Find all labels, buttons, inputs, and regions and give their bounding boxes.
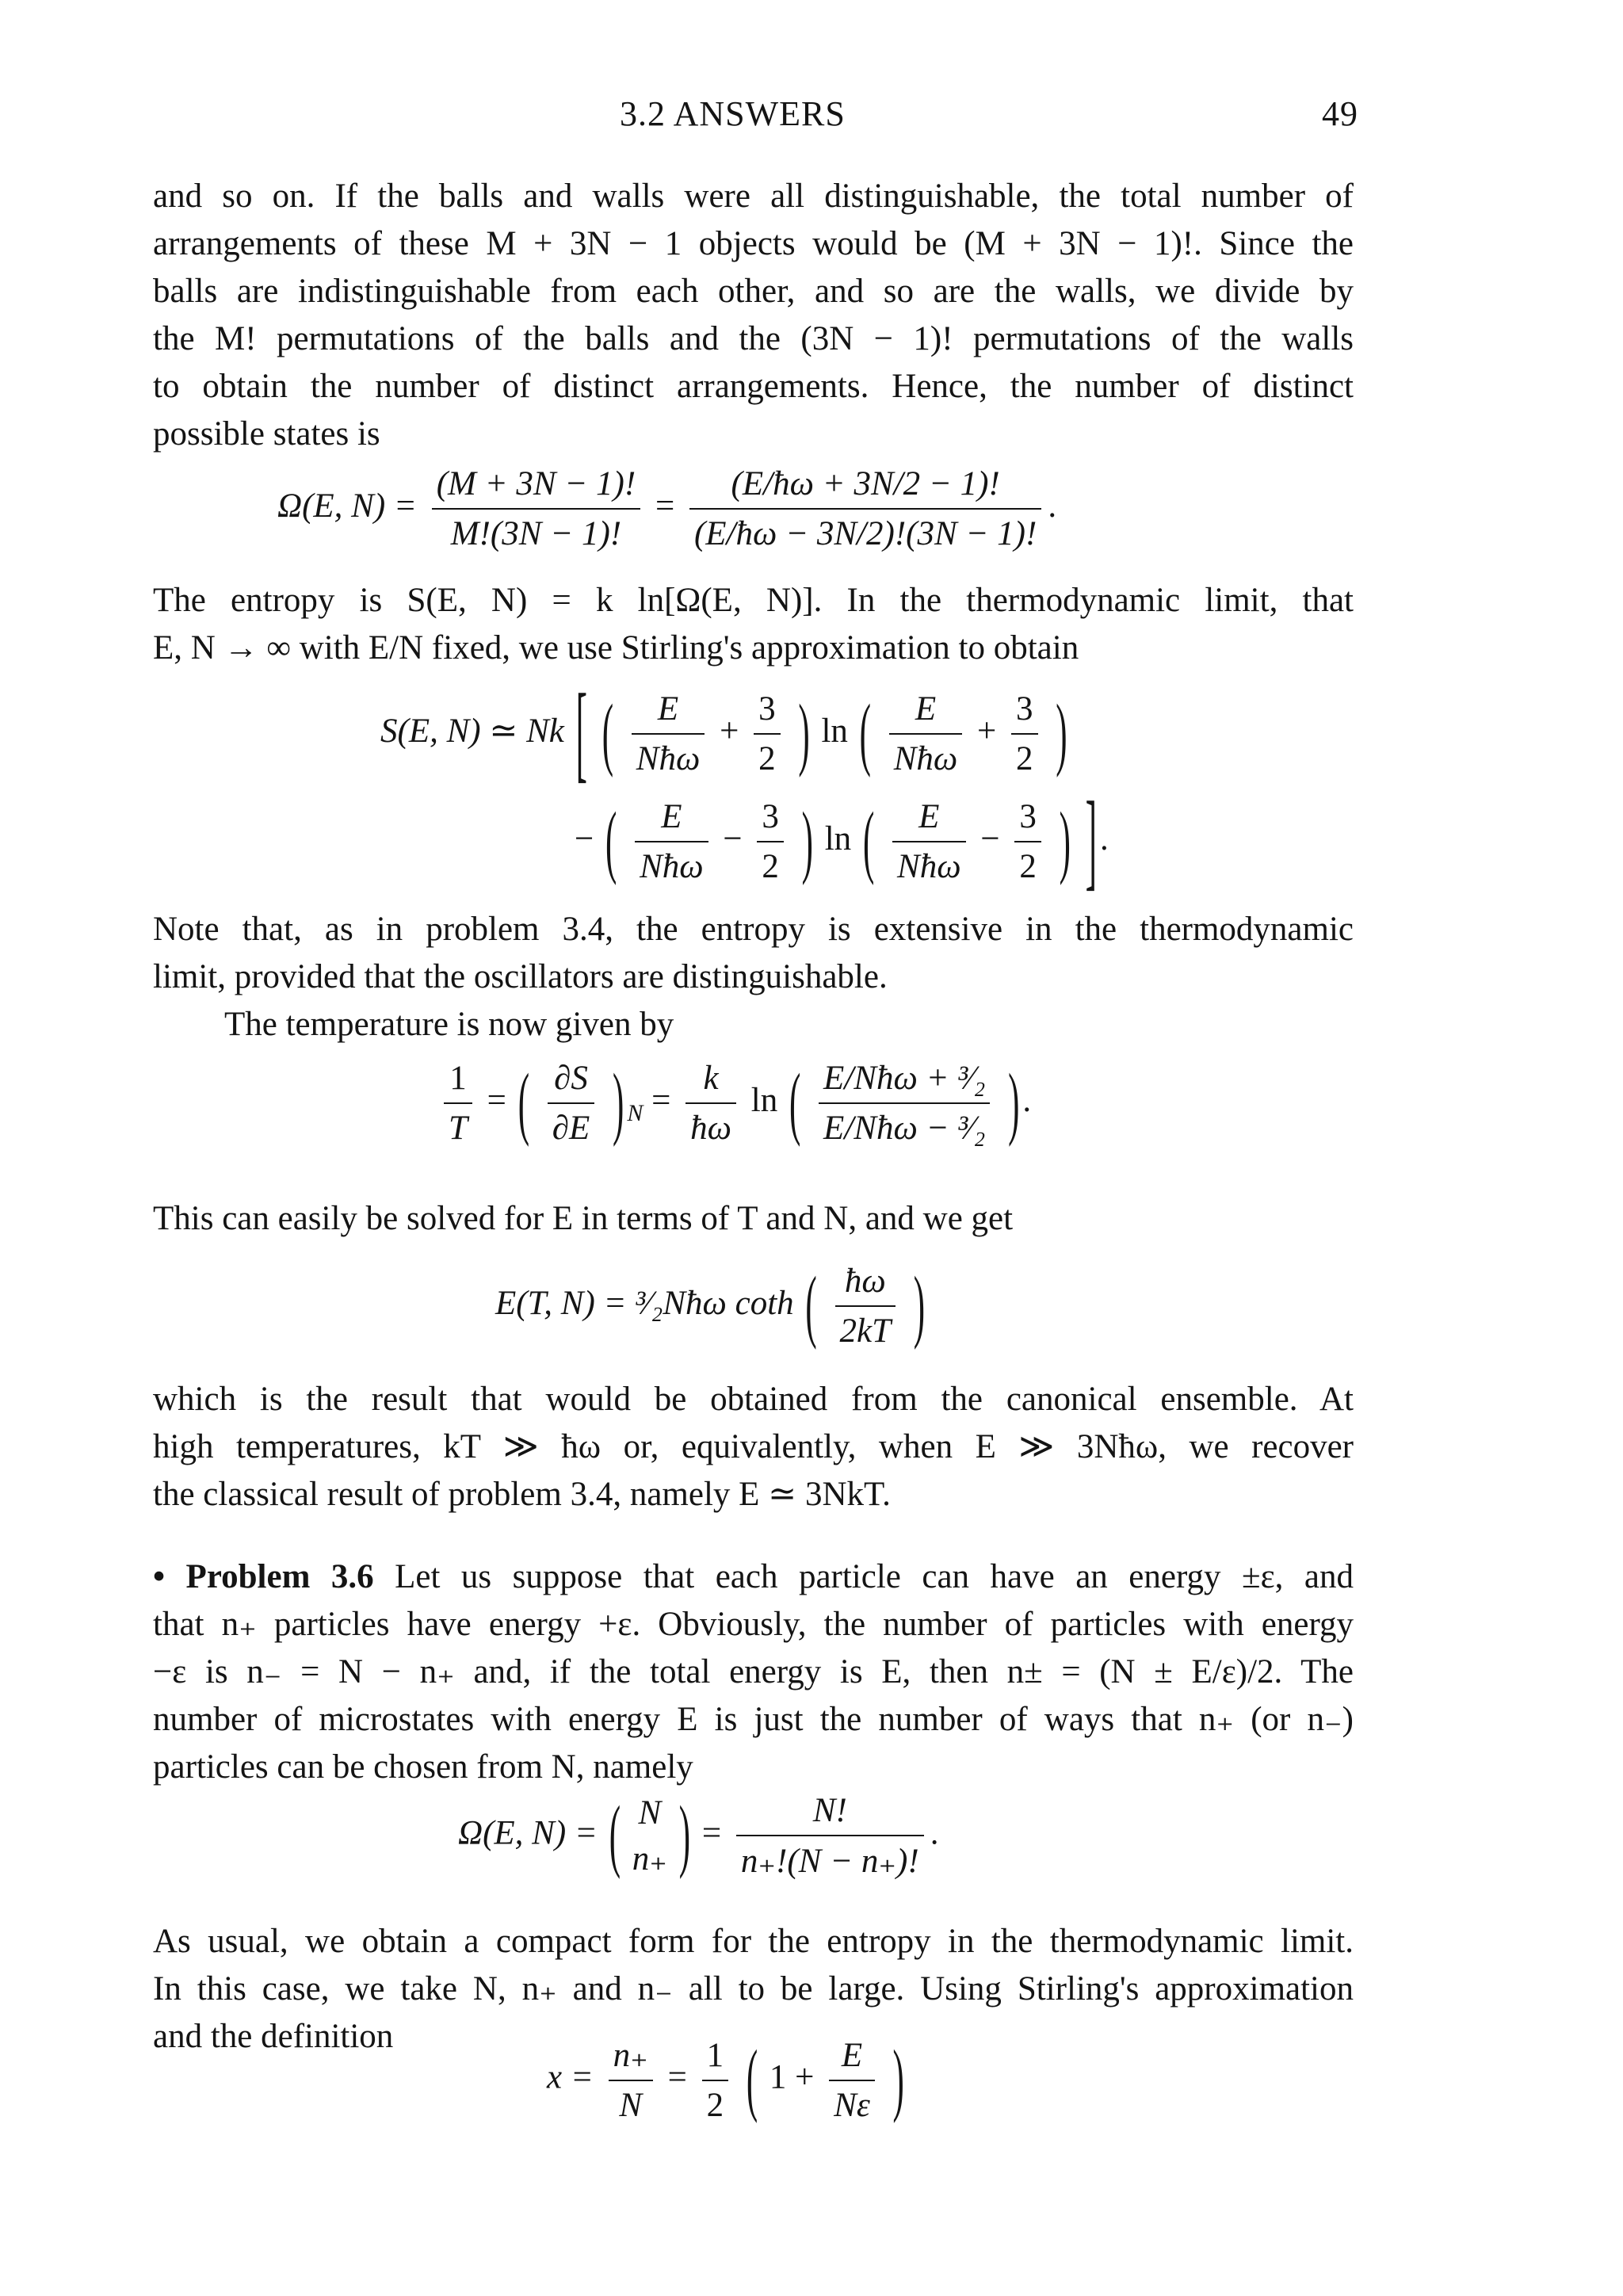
left-paren: ( bbox=[601, 689, 614, 779]
denominator: (E/ħω − 3N/2)!(3N − 1)! bbox=[693, 515, 1037, 552]
numerator: 3 bbox=[1011, 690, 1038, 735]
fraction bbox=[635, 797, 708, 886]
period: . bbox=[1022, 1081, 1032, 1119]
left-paren: ( bbox=[746, 2035, 758, 2125]
paragraph-2 bbox=[153, 577, 1354, 672]
equals-sign: = bbox=[487, 1081, 506, 1119]
numerator: 3 bbox=[754, 690, 781, 735]
text-line: to obtain the number of distinct arrangements. Hence, the number of distinct bbox=[153, 368, 1354, 405]
fraction bbox=[689, 464, 1041, 553]
equation-temperature bbox=[437, 1059, 1031, 1148]
equation-omega bbox=[277, 464, 1056, 553]
numerator: (M + 3N − 1)! bbox=[432, 464, 641, 510]
fraction bbox=[889, 690, 963, 778]
denominator: T bbox=[449, 1110, 468, 1147]
equation-entropy-line-1 bbox=[380, 674, 1071, 794]
numerator: E bbox=[892, 797, 966, 842]
text-line: The temperature is now given by bbox=[224, 1006, 674, 1043]
left-bracket: [ bbox=[575, 674, 587, 794]
numerator: 3 bbox=[757, 797, 784, 842]
numerator: E bbox=[829, 2036, 875, 2081]
denominator: Nħω bbox=[640, 848, 704, 885]
binomial-top: N bbox=[638, 1794, 662, 1832]
plus-sign: + bbox=[720, 712, 739, 750]
text-line: E, N → ∞ with E/N fixed, we use Stirling's approximation to obtain bbox=[153, 629, 1079, 667]
denominator: 2 bbox=[1019, 848, 1037, 885]
right-paren: ) bbox=[801, 797, 813, 887]
fraction bbox=[829, 2036, 875, 2125]
text-line: As usual, we obtain a compact form for the entropy in the thermodynamic limit. bbox=[153, 1923, 1354, 1960]
paragraph-7 bbox=[153, 1553, 1354, 1791]
fraction bbox=[702, 2036, 729, 2125]
paragraph-5 bbox=[153, 1195, 1354, 1243]
one-plus: 1 + bbox=[769, 2058, 815, 2096]
text-line: which is the result that would be obtained from the canonical ensemble. At bbox=[153, 1381, 1354, 1418]
right-paren: ) bbox=[913, 1261, 926, 1351]
text-line: The entropy is S(E, N) = k ln[Ω(E, N)]. In the thermodynamic limit, that bbox=[153, 582, 1354, 619]
text-line: Note that, as in problem 3.4, the entropy is extensive in the thermodynamic bbox=[153, 911, 1354, 948]
text-fragment: Let us suppose that each particle can have an energy ±ε, and bbox=[395, 1558, 1354, 1595]
denominator: 2 bbox=[1016, 740, 1033, 777]
minus-sign: − bbox=[980, 819, 1000, 858]
equation-energy bbox=[495, 1262, 928, 1350]
page-number: 49 bbox=[1322, 94, 1358, 133]
period: . bbox=[1048, 487, 1057, 525]
fraction bbox=[1011, 690, 1038, 778]
text-line: and so on. If the balls and walls were all distinguishable, the total number of bbox=[153, 178, 1354, 215]
equation-entropy-line-2 bbox=[575, 781, 1109, 902]
numerator: ∂S bbox=[548, 1059, 595, 1104]
left-paren: ( bbox=[789, 1058, 801, 1148]
fraction bbox=[609, 2035, 653, 2125]
right-paren: ) bbox=[892, 2035, 904, 2125]
text-line: the M! permutations of the balls and the (3N − 1)! permutations of the walls bbox=[153, 320, 1354, 357]
numerator: E bbox=[889, 690, 963, 735]
eq-lhs: S(E, N) ≃ Nk bbox=[380, 712, 564, 750]
eq-lhs: E(T, N) = ³⁄₂Nħω coth bbox=[495, 1284, 794, 1322]
right-paren: ) bbox=[613, 1058, 624, 1148]
right-bracket: ] bbox=[1085, 781, 1097, 902]
denominator: ħω bbox=[690, 1110, 732, 1147]
denominator: Nħω bbox=[893, 740, 958, 777]
text-line: possible states is bbox=[153, 415, 380, 453]
fraction bbox=[632, 690, 705, 778]
problem-label: • Problem 3.6 bbox=[153, 1558, 374, 1595]
left-paren: ( bbox=[859, 689, 871, 779]
denominator: Nħω bbox=[636, 740, 701, 777]
eq-lhs: x = bbox=[547, 2058, 594, 2096]
equation-binomial bbox=[458, 1791, 938, 1881]
eq-lhs: Ω(E, N) = bbox=[277, 487, 417, 525]
text-line: high temperatures, kT ≫ ħω or, equivalently, when E ≫ 3Nħω, we recover bbox=[153, 1428, 1354, 1465]
denominator: M!(3N − 1)! bbox=[450, 515, 622, 552]
denominator: N bbox=[619, 2087, 643, 2124]
fraction bbox=[685, 1059, 736, 1148]
equals-sign: = bbox=[701, 1814, 722, 1852]
right-paren: ) bbox=[1008, 1058, 1020, 1148]
denominator: 2 bbox=[758, 740, 776, 777]
paragraph-6 bbox=[153, 1376, 1354, 1519]
text-line bbox=[153, 1553, 1354, 1601]
binomial-bottom: n₊ bbox=[632, 1840, 667, 1878]
fraction bbox=[444, 1059, 472, 1148]
denominator: 2 bbox=[762, 848, 779, 885]
text-line: that n₊ particles have energy +ε. Obviously, the number of particles with energy bbox=[153, 1606, 1354, 1643]
fraction bbox=[892, 797, 966, 886]
running-header: 3.2 ANSWERS bbox=[620, 94, 846, 133]
equals-sign: = bbox=[651, 1081, 671, 1119]
subscript: N bbox=[627, 1099, 643, 1126]
period: . bbox=[930, 1814, 939, 1852]
left-paren: ( bbox=[605, 797, 617, 887]
equals-sign: = bbox=[655, 487, 675, 525]
numerator: N! bbox=[736, 1791, 924, 1836]
eq-lhs: Ω(E, N) = bbox=[458, 1814, 598, 1852]
denominator: E/Nħω − ³⁄₂ bbox=[823, 1110, 986, 1147]
fraction bbox=[432, 464, 641, 553]
numerator: n₊ bbox=[609, 2035, 653, 2081]
right-paren: ) bbox=[678, 1791, 691, 1881]
minus-sign: − bbox=[575, 819, 594, 858]
denominator: ∂E bbox=[552, 1110, 590, 1147]
denominator: 2 bbox=[706, 2086, 724, 2124]
left-paren: ( bbox=[805, 1261, 817, 1351]
right-paren: ) bbox=[798, 689, 810, 779]
binomial bbox=[632, 1794, 667, 1878]
right-paren: ) bbox=[1056, 689, 1067, 779]
denominator: Nε bbox=[834, 2086, 870, 2124]
text-line: In this case, we take N, n₊ and n₋ all to be large. Using Stirling's approximation bbox=[153, 1970, 1354, 2008]
ln-operator: ln bbox=[821, 712, 848, 750]
text-line: arrangements of these M + 3N − 1 objects would be (M + 3N − 1)!. Since the bbox=[153, 225, 1354, 262]
plus-sign: + bbox=[977, 712, 997, 750]
numerator: 1 bbox=[444, 1059, 472, 1104]
text-line: −ε is n₋ = N − n₊ and, if the total energy is E, then n± = (N ± E/ε)/2. The bbox=[153, 1653, 1354, 1690]
denominator: 2kT bbox=[839, 1312, 891, 1350]
text-line: limit, provided that the oscillators are distinguishable. bbox=[153, 958, 888, 995]
period: . bbox=[1099, 819, 1109, 858]
denominator: Nħω bbox=[897, 848, 961, 885]
text-line: particles can be chosen from N, namely bbox=[153, 1748, 693, 1786]
fraction bbox=[1014, 797, 1041, 886]
text-line: This can easily be solved for E in terms of T and N, and we get bbox=[153, 1200, 1014, 1237]
text-line: and the definition bbox=[153, 2018, 394, 2055]
equals-sign: = bbox=[667, 2058, 687, 2096]
paragraph-1 bbox=[153, 173, 1354, 458]
right-paren: ) bbox=[1059, 797, 1071, 887]
numerator: 3 bbox=[1014, 797, 1041, 842]
numerator: E bbox=[632, 690, 705, 735]
fraction bbox=[736, 1791, 924, 1881]
numerator: E bbox=[635, 797, 708, 842]
text-line: number of microstates with energy E is just the number of ways that n₊ (or n₋) bbox=[153, 1701, 1354, 1738]
ln-operator: ln bbox=[750, 1081, 778, 1119]
equation-x-definition bbox=[547, 2035, 907, 2125]
left-paren: ( bbox=[609, 1791, 621, 1881]
text-line: balls are indistinguishable from each other, and so are the walls, we divide by bbox=[153, 273, 1354, 310]
numerator: k bbox=[685, 1059, 736, 1104]
left-paren: ( bbox=[862, 797, 875, 887]
numerator: ħω bbox=[835, 1262, 896, 1307]
numerator: E/Nħω + ³⁄₂ bbox=[819, 1059, 990, 1104]
fraction bbox=[835, 1262, 896, 1350]
ln-operator: ln bbox=[824, 819, 852, 858]
fraction bbox=[548, 1059, 595, 1148]
text-line: the classical result of problem 3.4, namely E ≃ 3NkT. bbox=[153, 1476, 891, 1513]
fraction bbox=[757, 797, 784, 886]
numerator: 1 bbox=[702, 2036, 729, 2081]
minus-sign: − bbox=[723, 819, 743, 858]
fraction bbox=[754, 690, 781, 778]
denominator: n₊!(N − n₊)! bbox=[740, 1843, 919, 1880]
paragraph-3 bbox=[153, 906, 1354, 1049]
fraction bbox=[819, 1059, 990, 1148]
numerator: (E/ħω + 3N/2 − 1)! bbox=[689, 464, 1041, 510]
left-paren: ( bbox=[517, 1058, 530, 1148]
